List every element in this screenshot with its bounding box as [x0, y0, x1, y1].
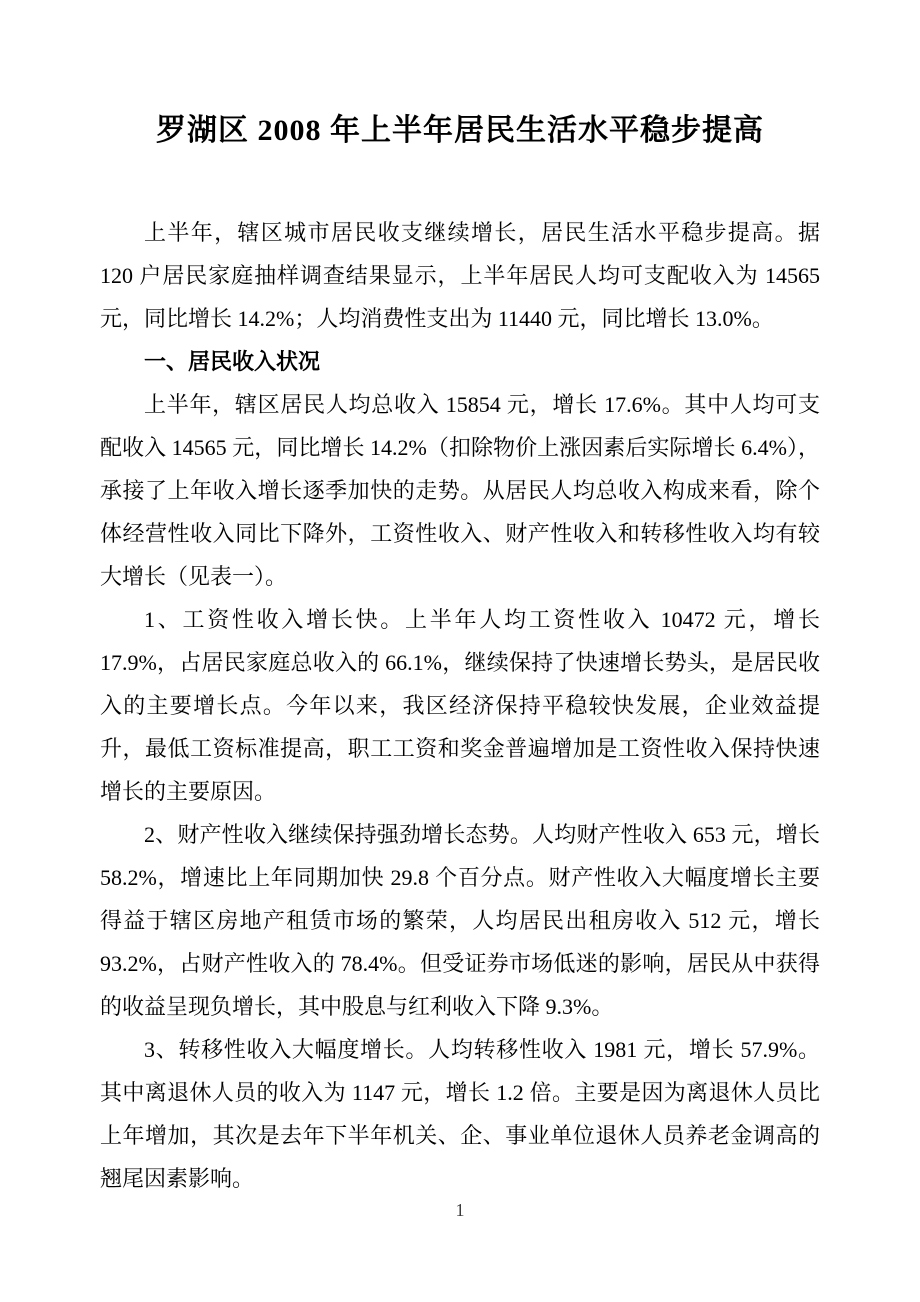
paragraph-income-overview: 上半年，辖区居民人均总收入 15854 元，增长 17.6%。其中人均可支配收入 14565 元，同比增长 14.2%（扣除物价上涨因素后实际增长 6.4%），承接了上年收入增长逐季加快的走势。从居民人均总收入构成来看，除个体经营性收入同比下降外，工资性收入、财产性收入和转移性收入均有较大增长（见表一）。: [100, 392, 820, 589]
paragraph-wage-income: 1、工资性收入增长快。上半年人均工资性收入 10472 元，增长 17.9%，占居民家庭总收入的 66.1%，继续保持了快速增长势头，是居民收入的主要增长点。今年以来，我区经济保持平稳较快发展，企业效益提升，最低工资标准提高，职工工资和奖金普遍增加是工资性收入保持快速增长的主要原因。: [100, 607, 820, 804]
paragraph-intro: 上半年，辖区城市居民收支继续增长，居民生活水平稳步提高。据 120 户居民家庭抽样调查结果显示，上半年居民人均可支配收入为 14565 元，同比增长 14.2%；人均消费性支出为 11440 元，同比增长 13.0%。: [100, 220, 820, 331]
page-number: 1: [455, 1200, 465, 1220]
paragraph-property-income: 2、财产性收入继续保持强劲增长态势。人均财产性收入 653 元，增长 58.2%，增速比上年同期加快 29.8 个百分点。财产性收入大幅度增长主要得益于辖区房地产租赁市场的繁荣，人均居民出租房收入 512 元，增长 93.2%，占财产性收入的 78.4%。但受证券市场低迷的影响，居民从中获得的收益呈现负增长，其中股息与红利收入下降 9.3%。: [100, 822, 820, 1019]
section-heading-resident-income: 一、居民收入状况: [144, 349, 321, 374]
document-title: 罗湖区 2008 年上半年居民生活水平稳步提高: [156, 114, 764, 147]
paragraph-transfer-income: 3、转移性收入大幅度增长。人均转移性收入 1981 元，增长 57.9%。其中离退休人员的收入为 1147 元，增长 1.2 倍。主要是因为离退休人员比上年增加，其次是去年下半年机关、企、事业单位退休人员养老金调高的翘尾因素影响。: [100, 1037, 820, 1191]
document-body: [100, 211, 820, 1200]
